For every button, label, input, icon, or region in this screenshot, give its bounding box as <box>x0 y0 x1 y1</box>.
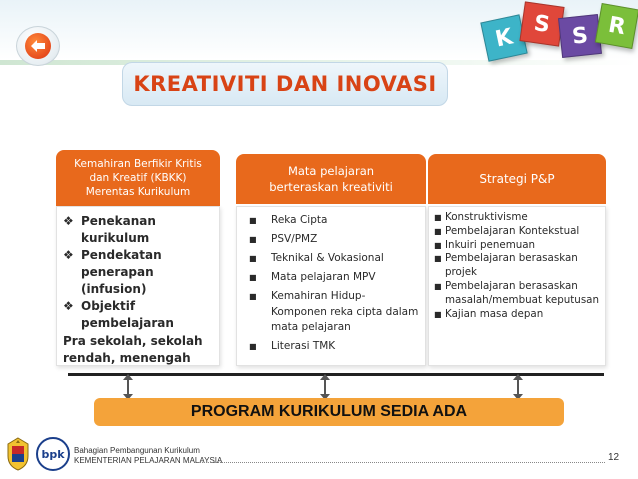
list-item <box>243 339 419 355</box>
bpk-logo-icon <box>36 437 70 471</box>
double-arrow-icon <box>324 376 326 398</box>
list-item <box>433 239 601 253</box>
program-label: PROGRAM KURIKULUM SEDIA ADA <box>190 403 468 420</box>
list-item <box>243 213 419 229</box>
heading-line: dan Kreatif (KBKK) <box>89 172 187 184</box>
list-item <box>433 308 601 322</box>
list-item <box>243 289 419 336</box>
list-item-text: Pendekatan penerapan (infusion) <box>81 248 162 296</box>
list-item-text: Pembelajaran Kontekstual <box>445 224 580 237</box>
list-item-text: Teknikal & Vokasional <box>271 252 384 264</box>
list-item <box>433 225 601 239</box>
heading-line: Kemahiran Berfikir Kritis <box>74 158 202 170</box>
slide-title: KREATIVITI DAN INOVASI <box>133 72 437 96</box>
bpk-logo-text: bpk <box>41 447 65 461</box>
list-item <box>433 211 601 225</box>
list-item-text: Pembelajaran berasaskan masalah/membuat keputusan <box>445 279 600 306</box>
square-bullet-icon: ■ <box>249 342 257 351</box>
list-item <box>63 247 213 298</box>
cube-letter: R <box>606 12 628 40</box>
kssr-cube-r <box>595 3 638 49</box>
list-item-text: Konstruktivisme <box>445 211 528 223</box>
square-bullet-icon: ■ <box>249 216 257 225</box>
malaysia-crest-icon <box>4 436 32 472</box>
list-item <box>63 298 213 332</box>
heading-line: Mata pelajaran <box>287 164 375 178</box>
back-button[interactable] <box>16 26 60 66</box>
column-heading-strategy <box>428 154 606 204</box>
heading-line: Strategi P&P <box>479 172 555 186</box>
list-item-text: Kemahiran Hidup- Komponen reka cipta dalam mata pelajaran <box>271 290 419 333</box>
connector-line <box>68 373 604 376</box>
footer-org-line: Bahagian Pembangunan Kurikulum <box>74 446 200 455</box>
square-bullet-icon: ■ <box>249 235 257 244</box>
column-body-kbkk <box>56 206 220 366</box>
back-arrow-icon <box>25 33 51 59</box>
list-item-text: Reka Cipta <box>271 214 328 226</box>
footer-organization <box>74 446 222 466</box>
list-item <box>243 251 419 267</box>
subjects-list <box>243 213 419 355</box>
square-bullet-icon: ■ <box>434 226 442 236</box>
list-item-text: Kajian masa depan <box>445 307 544 320</box>
slide-title-box <box>122 62 448 106</box>
list-item <box>243 232 419 248</box>
list-item <box>243 270 419 286</box>
square-bullet-icon: ■ <box>434 254 442 264</box>
cube-letter: S <box>570 22 590 50</box>
list-item-text: Literasi TMK <box>271 340 336 352</box>
double-arrow-icon <box>127 376 129 398</box>
square-bullet-icon: ■ <box>249 292 257 301</box>
cube-letter: S <box>532 10 552 38</box>
list-item-text: Pembelajaran berasaskan projek <box>445 252 578 279</box>
square-bullet-icon: ■ <box>434 309 442 319</box>
kbkk-footer: Pra sekolah, sekolah rendah, menengah <box>63 334 203 365</box>
cube-letter: K <box>493 23 515 53</box>
diamond-bullet-icon: ❖ <box>63 299 74 313</box>
list-item-text: Mata pelajaran MPV <box>271 271 376 283</box>
double-arrow-icon <box>517 376 519 398</box>
footer-dotted-rule <box>200 462 605 463</box>
diamond-bullet-icon: ❖ <box>63 214 74 228</box>
square-bullet-icon: ■ <box>434 240 442 250</box>
list-item <box>433 252 601 280</box>
column-heading-kbkk <box>56 150 220 206</box>
square-bullet-icon: ■ <box>249 273 257 282</box>
heading-line: berteraskan kreativiti <box>269 180 393 194</box>
list-item-text: PSV/PMZ <box>271 233 318 245</box>
footer-org-line: KEMENTERIAN PELAJARAN MALAYSIA <box>74 456 223 465</box>
diamond-bullet-icon: ❖ <box>63 248 74 262</box>
list-item-text: Penekanan kurikulum <box>81 214 156 245</box>
page-number: 12 <box>608 452 620 463</box>
heading-line: Merentas Kurikulum <box>85 186 191 198</box>
list-item-text: Inkuiri penemuan <box>445 238 536 251</box>
square-bullet-icon: ■ <box>434 281 442 291</box>
list-item <box>63 213 213 247</box>
column-body-strategy <box>428 206 606 366</box>
square-bullet-icon: ■ <box>249 254 257 263</box>
column-heading-subjects <box>236 154 426 204</box>
program-box <box>94 398 564 426</box>
list-item-text: Objektif pembelajaran <box>81 299 174 330</box>
kbkk-list <box>63 213 213 332</box>
column-body-subjects <box>236 206 426 366</box>
list-item <box>433 280 601 308</box>
strategy-list <box>433 211 601 321</box>
square-bullet-icon: ■ <box>434 213 442 222</box>
